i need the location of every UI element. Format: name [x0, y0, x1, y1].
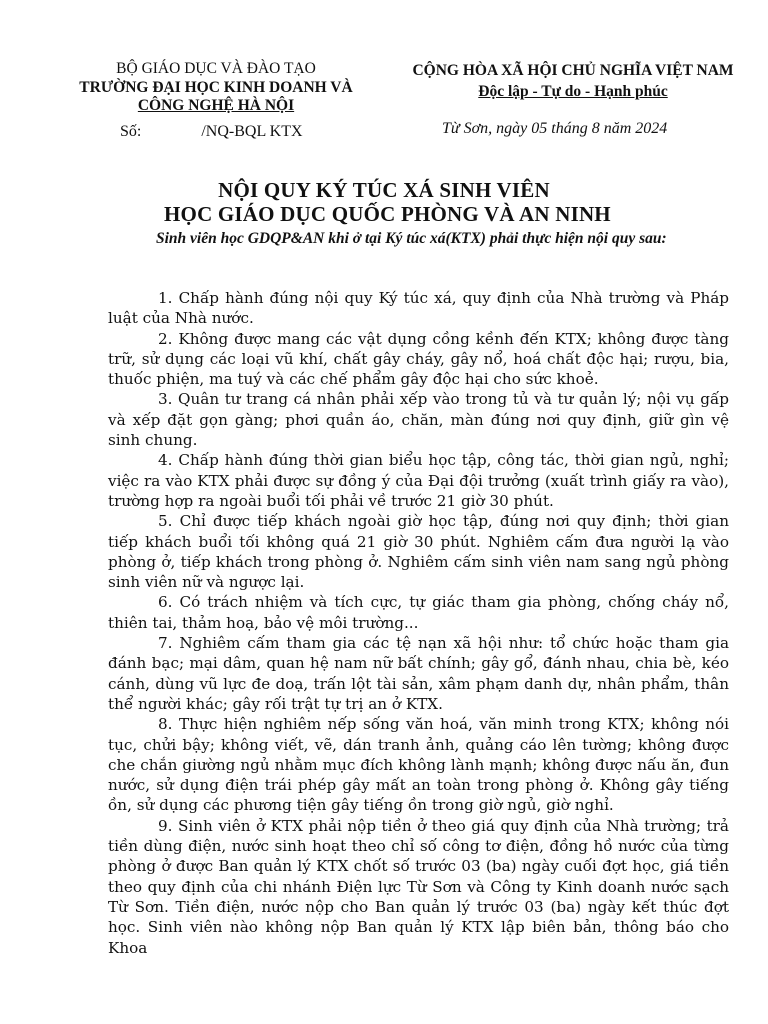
national-motto: Độc lập - Tự do - Hạnh phúc — [478, 83, 668, 100]
intro-text: Sinh viên học GDQP&AN khi ở tại Ký túc xá(KTX) phải thực hiện nội quy sau: — [156, 230, 667, 247]
document-title-line2: HỌC GIÁO DỤC QUỐC PHÒNG VÀ AN NINH — [164, 202, 611, 226]
rule-item: 5. Chỉ được tiếp khách ngoài giờ học tập, đúng nơi quy định; thời gian tiếp khách buổi tối không quá 21 giờ 30 phút. Nghiêm cấm đưa người lạ vào phòng ở, tiếp khách trong phòng ở. Nghiêm cấm sinh viên nam sang ngủ phòng sinh viên nữ và ngược lại. — [108, 512, 729, 592]
rule-item: 8. Thực hiện nghiêm nếp sống văn hoá, văn minh trong KTX; không nói tục, chửi bậy; không viết, vẽ, dán tranh ảnh, quảng cáo lên tường; không được che chắn giường ngủ nhằm mục đích không lành mạnh; không được nấu ăn, đun nước, sử dụng điện trái phép gây mất an toàn trong phòng ở. Không gây tiếng ồn, sử dụng các phương tiện gây tiếng ồn trong giờ ngủ, giờ nghỉ. — [108, 715, 729, 815]
number-label: Số: — [120, 123, 142, 140]
rule-item: 2. Không được mang các vật dụng cồng kềnh đến KTX; không được tàng trữ, sử dụng các loại vũ khí, chất gây cháy, gây nổ, hoá chất độc hại; rượu, bia, thuốc phiện, ma tuý và các chế phẩm gây độc hại cho sức khoẻ. — [108, 329, 729, 389]
document-number — [120, 123, 303, 141]
rule-item: 1. Chấp hành đúng nội quy Ký túc xá, quy định của Nhà trường và Pháp luật của Nhà nước. — [108, 289, 729, 328]
rule-item: 4. Chấp hành đúng thời gian biểu học tập, công tác, thời gian ngủ, nghỉ; việc ra vào KTX phải được sự đồng ý của Đại đội trưởng (xuất trình giấy ra vào), trường hợp ra ngoài buổi tối phải về trước 21 giờ 30 phút. — [108, 451, 729, 510]
rule-item: 9. Sinh viên ở KTX phải nộp tiền ở theo giá quy định của Nhà trường; trả tiền dùng điện, nước sinh hoạt theo chỉ số công tơ điện, đồng hồ nước của từng phòng ở được Ban quản lý KTX chốt số trước 03 (ba) ngày cuối đợt học, giá tiền theo quy định của chi nhánh Điện lực Từ Sơn và Công ty Kinh doanh nước sạch Từ Sơn. Tiền điện, nước nộp cho Ban quản lý trước 03 (ba) ngày kết thúc đợt học. Sinh viên nào không nộp Ban quản lý KTX lập biên bản, thông báo cho Khoa — [108, 816, 729, 957]
number-code: /NQ-BQL KTX — [201, 123, 303, 140]
national-header — [388, 60, 758, 102]
ministry-name: BỘ GIÁO DỤC VÀ ĐÀO TẠO — [116, 60, 316, 77]
school-name-line2: CÔNG NGHỆ HÀ NỘI — [137, 97, 295, 114]
issue-date: Từ Sơn, ngày 05 tháng 8 năm 2024 — [442, 120, 668, 137]
rule-item: 7. Nghiêm cấm tham gia các tệ nạn xã hội như: tổ chức hoặc tham gia đánh bạc; mại dâm, quan hệ nam nữ bất chính; gây gổ, đánh nhau, chia bè, kéo cánh, dùng vũ lực đe doạ, trấn lột tài sản, xâm phạm danh dự, nhân phẩm, thân thể người khác; gây rối trật tự trị an ở KTX. — [108, 634, 729, 713]
rule-item: 3. Quân tư trang cá nhân phải xếp vào trong tủ và tư quản lý; nội vụ gấp và xếp đặt gọn gàng; phơi quần áo, chăn, màn đúng nơi quy định, giữ gìn vệ sinh chung. — [108, 390, 729, 450]
country-name: CỘNG HÒA XÃ HỘI CHỦ NGHĨA VIỆT NAM — [412, 62, 734, 79]
rule-item: 6. Có trách nhiệm và tích cực, tự giác tham gia phòng, chống cháy nổ, thiên tai, thảm hoạ, bảo vệ môi trường... — [108, 593, 729, 632]
document-title-line1: NỘI QUY KÝ TÚC XÁ SINH VIÊN — [218, 178, 550, 202]
rules-list — [108, 288, 729, 958]
school-name-line1: TRƯỜNG ĐẠI HỌC KINH DOANH VÀ — [79, 78, 353, 96]
issuer-block — [52, 60, 380, 116]
